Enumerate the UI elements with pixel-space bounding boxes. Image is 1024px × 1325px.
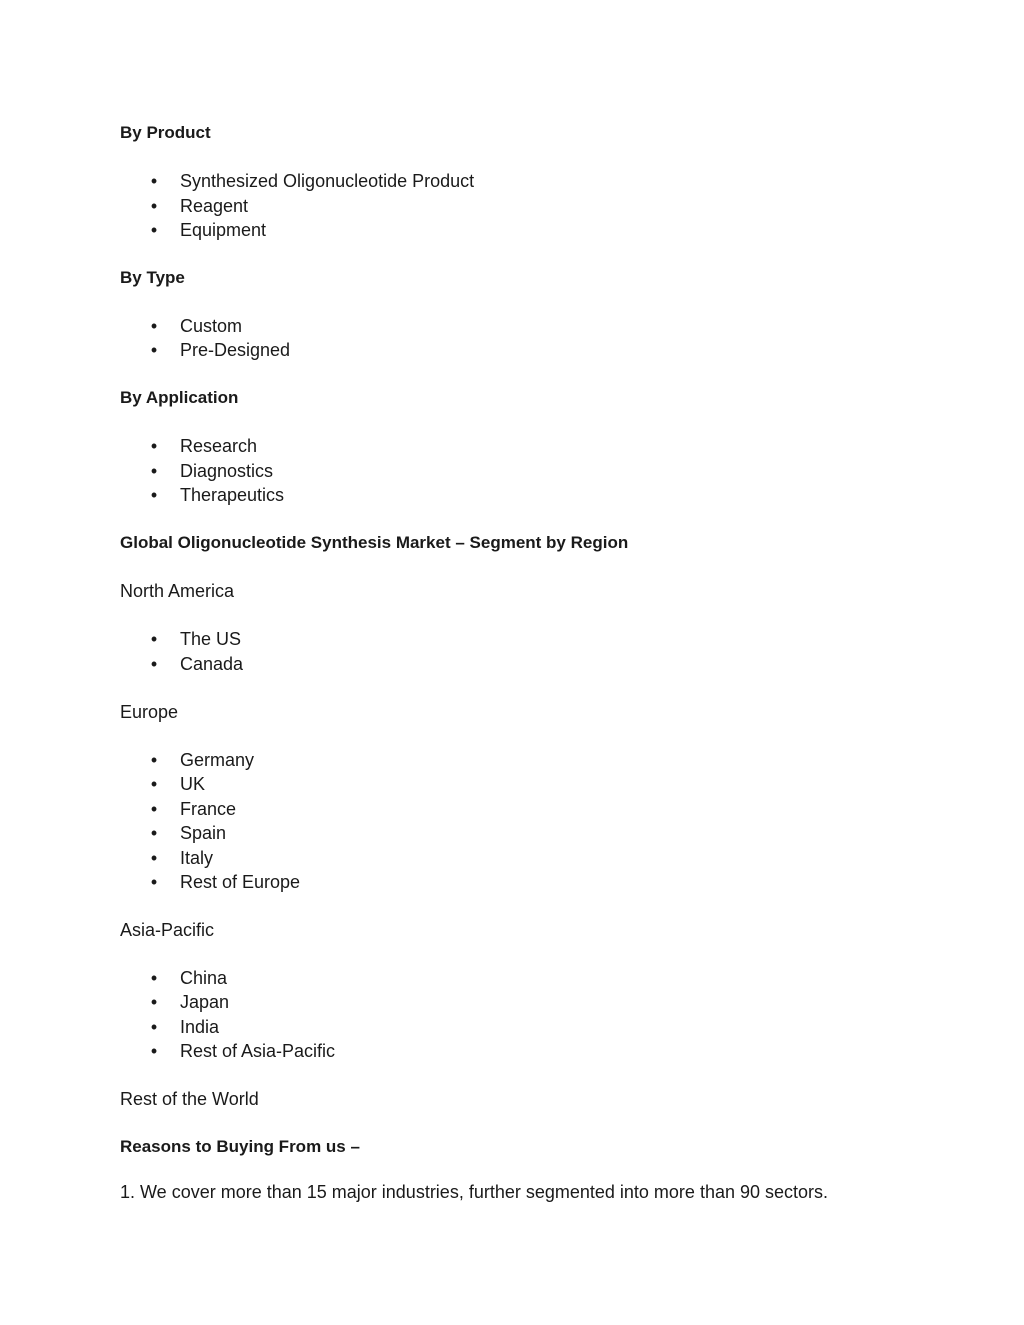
region-label-rest-of-world: Rest of the World — [120, 1089, 259, 1109]
list-item: Synthesized Oligonucleotide Product — [180, 171, 475, 191]
bullet-icon: • — [150, 774, 158, 794]
list-item: Canada — [180, 654, 244, 674]
list-item: Therapeutics — [180, 485, 285, 505]
numbered-point: 1. We cover more than 15 major industries, further segmented into more than 90 sectors. — [120, 1182, 829, 1202]
list-item: France — [180, 799, 237, 819]
list-item: India — [180, 1017, 220, 1037]
heading-segment-by-region: Global Oligonucleotide Synthesis Market – Segment by Region — [120, 533, 629, 552]
list-item: Equipment — [180, 220, 267, 240]
list-item: Custom — [180, 316, 243, 336]
list-item: China — [180, 968, 228, 988]
bullet-icon: • — [150, 992, 158, 1012]
list-item: Japan — [180, 992, 230, 1012]
heading-by-application: By Application — [120, 388, 239, 407]
bullet-icon: • — [150, 485, 158, 505]
bullet-icon: • — [150, 848, 158, 868]
region-label-north-america: North America — [120, 581, 235, 601]
bullet-icon: • — [150, 823, 158, 843]
bullet-icon: • — [150, 654, 158, 674]
list-item: Rest of Asia-Pacific — [180, 1041, 336, 1061]
list-item: Reagent — [180, 196, 249, 216]
region-label-europe: Europe — [120, 702, 179, 722]
bullet-icon: • — [150, 1017, 158, 1037]
list-item: Germany — [180, 750, 255, 770]
bullet-icon: • — [150, 220, 158, 240]
list-item: Pre-Designed — [180, 340, 291, 360]
region-label-asia-pacific: Asia-Pacific — [120, 920, 215, 940]
bullet-icon: • — [150, 171, 158, 191]
bullet-icon: • — [150, 196, 158, 216]
list-item: Italy — [180, 848, 214, 868]
bullet-icon: • — [150, 968, 158, 988]
bullet-icon: • — [150, 1041, 158, 1061]
heading-reasons: Reasons to Buying From us – — [120, 1137, 360, 1156]
bullet-icon: • — [150, 799, 158, 819]
bullet-icon: • — [150, 316, 158, 336]
heading-by-product: By Product — [120, 123, 211, 142]
bullet-icon: • — [150, 629, 158, 649]
bullet-icon: • — [150, 750, 158, 770]
list-item: UK — [180, 774, 206, 794]
bullet-icon: • — [150, 340, 158, 360]
heading-by-type: By Type — [120, 268, 185, 287]
list-item: Research — [180, 436, 258, 456]
list-item: Rest of Europe — [180, 872, 301, 892]
list-item: The US — [180, 629, 242, 649]
bullet-icon: • — [150, 436, 158, 456]
bullet-icon: • — [150, 461, 158, 481]
list-item: Diagnostics — [180, 461, 274, 481]
bullet-icon: • — [150, 872, 158, 892]
list-item: Spain — [180, 823, 227, 843]
